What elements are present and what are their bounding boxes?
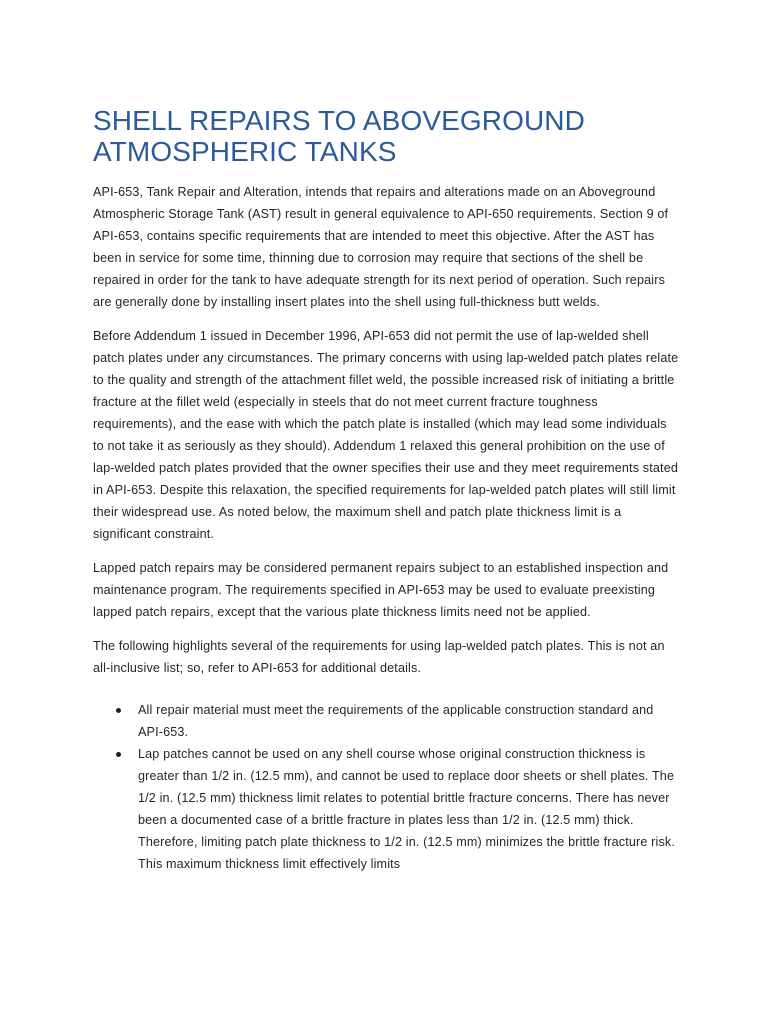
document-title: SHELL REPAIRS TO ABOVEGROUND ATMOSPHERIC TANKS (93, 105, 585, 167)
list-item-text: Lap patches cannot be used on any shell course whose original construction thickness is greater than 1/2 in. (12.5 mm), and cannot be used to replace door sheets or shell plates. The 1/2 in. (12.5 mm) thickness limit relates to potential brittle fracture concerns. There has never been a documented case of a brittle fracture in plates less than 1/2 in. (12.5 mm) thick. Therefore, limiting patch plate thickness to 1/2 in. (12.5 mm) minimizes the brittle fracture risk. This maximum thickness limit effectively limits (138, 747, 675, 871)
paragraph-highlights: The following highlights several of the requirements for using lap-welded patch plates. This is not an all-inclusive list; so, refer to API-653 for additional details. (93, 639, 665, 675)
bullet-dot-icon (116, 708, 121, 713)
list-item-text: All repair material must meet the requirements of the applicable construction standard and API-653. (138, 703, 654, 739)
paragraph-addendum: Before Addendum 1 issued in December 1996, API-653 did not permit the use of lap-welded shell patch plates under any circumstances. The primary concerns with using lap-welded patch plates relate to the quality and strength of the attachment fillet weld, the possible increased risk of initiating a brittle fracture at the fillet weld (especially in steels that do not meet current fracture toughness requirements), and the ease with which the patch plate is installed (which may lead some individuals to not take it as seriously as they should). Addendum 1 relaxed this general prohibition on the use of lap-welded patch plates provided that the owner specifies their use and they meet requirements stated in API-653. Despite this relaxation, the specified requirements for lap-welded patch plates will still limit their widespread use. As noted below, the maximum shell and patch plate thickness limit is a significant constraint. (93, 329, 679, 541)
paragraph-intro: API-653, Tank Repair and Alteration, intends that repairs and alterations made on an Aboveground Atmospheric Storage Tank (AST) result in general equivalence to API-650 requirements. Section 9 of API-653, contains specific requirements that are intended to meet this objective. After the AST has been in service for some time, thinning due to corrosion may require that sections of the shell be repaired in order for the tank to have adequate strength for its next period of operation. Such repairs are generally done by installing insert plates into the shell using full-thickness butt welds. (93, 185, 669, 309)
paragraph-lapped-patch: Lapped patch repairs may be considered permanent repairs subject to an established inspection and maintenance program. The requirements specified in API-653 may be used to evaluate preexisting lapped patch repairs, except that the various plate thickness limits need not be applied. (93, 561, 669, 619)
bullet-dot-icon (116, 752, 121, 757)
list-item (93, 699, 679, 743)
list-item (93, 743, 679, 875)
document-page (93, 105, 679, 875)
requirements-list (93, 699, 679, 875)
